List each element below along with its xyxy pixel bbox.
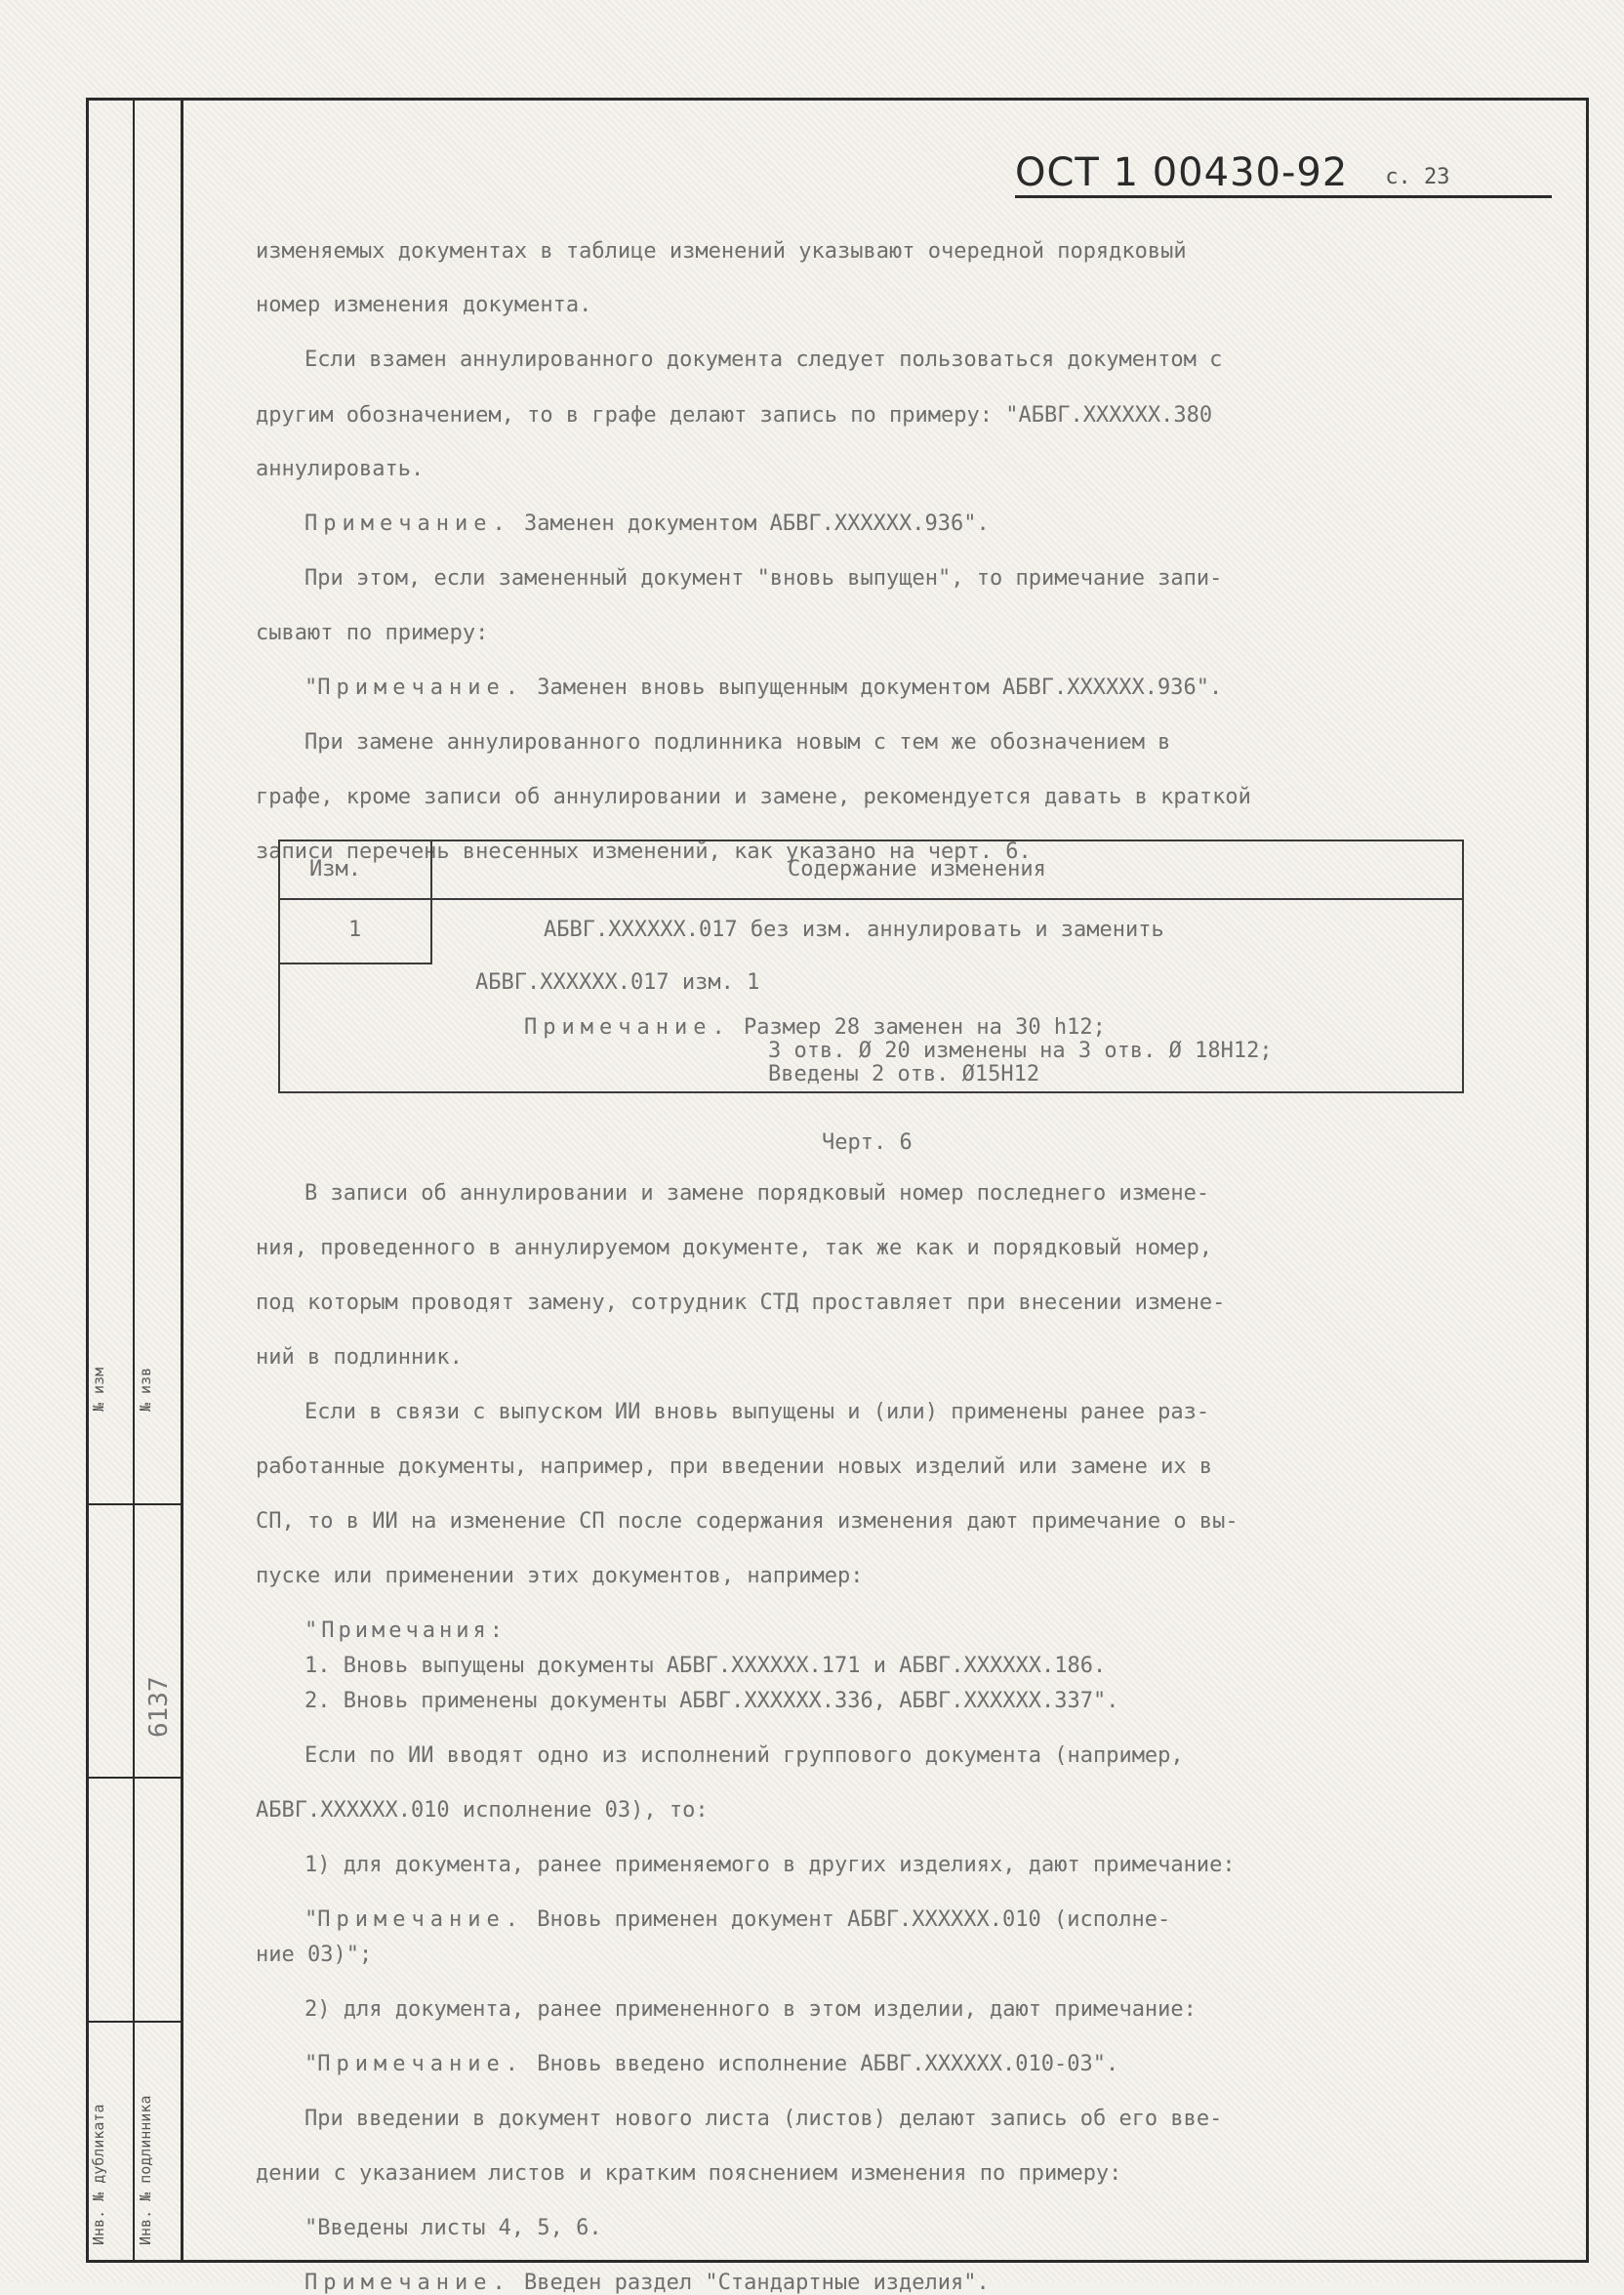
text-line: 1. Вновь выпущены документы АБВГ.XXXXXX.171 и АБВГ.XXXXXX.186. bbox=[304, 1654, 1107, 1678]
text-line: сывают по примеру: bbox=[256, 621, 489, 645]
text-line: графе, кроме записи об аннулировании и замене, рекомендуется давать в краткой bbox=[256, 785, 1251, 809]
text-line: Если по ИИ вводят одно из исполнений группового документа (например, bbox=[304, 1743, 1184, 1768]
strip-label-izv: № изв bbox=[137, 1367, 154, 1412]
note-label: Примечание. bbox=[304, 2271, 511, 2295]
text-line: АБВГ.XXXXXX.010 исполнение 03), то: bbox=[256, 1798, 709, 1823]
note-label: Примечание. bbox=[317, 1907, 524, 1932]
text-line: записи перечень внесенных изменений, как указано на черт. 6. bbox=[256, 840, 1032, 864]
figure-caption: Черт. 6 bbox=[822, 1130, 913, 1155]
note-label: Примечание. bbox=[524, 1015, 731, 1040]
text-line: номер изменения документа. bbox=[256, 293, 592, 317]
text-line: под которым проводят замену, сотрудник СТД проставляет при внесении измене- bbox=[256, 1291, 1226, 1315]
text-line: 1) для документа, ранее применяемого в других изделиях, дают примечание: bbox=[304, 1853, 1236, 1877]
left-margin-strip bbox=[86, 98, 183, 2263]
table-note: Введены 2 отв. Ø15Н12 bbox=[768, 1062, 1040, 1086]
table-note: Примечание. Размер 28 заменен на 30 h12; bbox=[524, 1015, 1106, 1040]
standard-code: ОСТ 1 00430-92 bbox=[1015, 150, 1349, 195]
text-line: аннулировать. bbox=[256, 457, 425, 481]
table-note: 3 отв. Ø 20 изменены на 3 отв. Ø 18Н12; bbox=[768, 1039, 1273, 1063]
text-line: ния, проведенного в аннулируемом документе, так же как и порядковый номер, bbox=[256, 1236, 1213, 1260]
note-line: Примечание. Введен раздел "Стандартные изделия". bbox=[304, 2271, 990, 2295]
page-number: с. 23 bbox=[1385, 165, 1450, 189]
text-line: другим обозначением, то в графе делают запись по примеру: "АБВГ.XXXXXX.380 bbox=[256, 403, 1213, 428]
text-line: пуске или применении этих документов, например: bbox=[256, 1564, 864, 1588]
text-line: При замене аннулированного подлинника новым с тем же обозначением в bbox=[304, 730, 1171, 755]
text-line: В записи об аннулировании и замене порядковый номер последнего измене- bbox=[304, 1181, 1210, 1206]
text-line: При введении в документ нового листа (листов) делают запись об его вве- bbox=[304, 2107, 1223, 2131]
note-line: Примечание. Заменен документом АБВГ.XXXXXX.936". bbox=[304, 512, 990, 536]
text-line: изменяемых документах в таблице изменений указывают очередной порядковый bbox=[256, 239, 1187, 264]
note-label: Примечание. bbox=[317, 2052, 524, 2076]
page-header bbox=[1015, 137, 1552, 198]
text-line: При этом, если замененный документ "вновь выпущен", то примечание запи- bbox=[304, 566, 1223, 591]
text-line: Если в связи с выпуском ИИ вновь выпущены и (или) применены ранее раз- bbox=[304, 1400, 1210, 1424]
note-line: "Примечание. Заменен вновь выпущенным документом АБВГ.XXXXXX.936". bbox=[304, 676, 1223, 700]
note-line: "Примечание. Вновь введено исполнение АБВГ.XXXXXX.010-03". bbox=[304, 2052, 1119, 2076]
note-line: "Примечание. Вновь применен документ АБВГ.XXXXXX.010 (исполне- bbox=[304, 1907, 1171, 1932]
strip-label-podlinnik: Инв. № подлинника bbox=[137, 2095, 154, 2245]
table-header-izm: Изм. bbox=[309, 857, 361, 881]
text-line: "Примечания: bbox=[304, 1619, 507, 1643]
strip-label-izm: № изм bbox=[90, 1367, 107, 1412]
text-line: ние 03)"; bbox=[256, 1943, 373, 1967]
inventory-number: 6137 bbox=[144, 1676, 174, 1738]
text-line: Если взамен аннулированного документа следует пользоваться документом с bbox=[304, 348, 1223, 372]
text-line: 2. Вновь применены документы АБВГ.XXXXXX.336, АБВГ.XXXXXX.337". bbox=[304, 1689, 1119, 1713]
text-line: "Введены листы 4, 5, 6. bbox=[304, 2216, 602, 2240]
text-line: СП, то в ИИ на изменение СП после содержания изменения дают примечание о вы- bbox=[256, 1509, 1238, 1534]
note-label: Примечание. bbox=[317, 676, 524, 700]
table-line: АБВГ.XXXXXX.017 изм. 1 bbox=[475, 970, 760, 995]
note-label: Примечание. bbox=[304, 512, 511, 536]
strip-label-dublikat: Инв. № дубликата bbox=[90, 2104, 107, 2245]
text-line: 2) для документа, ранее примененного в этом изделии, дают примечание: bbox=[304, 1997, 1197, 2022]
text-line: ний в подлинник. bbox=[256, 1345, 463, 1370]
table-header-content: Содержание изменения bbox=[788, 857, 1046, 881]
table-row-number: 1 bbox=[348, 918, 362, 942]
table-line: АБВГ.XXXXXX.017 без изм. аннулировать и заменить bbox=[544, 918, 1164, 942]
changes-table bbox=[278, 840, 1464, 1093]
text-line: дении с указанием листов и кратким пояснением изменения по примеру: bbox=[256, 2161, 1122, 2186]
text-line: работанные документы, например, при введении новых изделий или замене их в bbox=[256, 1455, 1213, 1479]
